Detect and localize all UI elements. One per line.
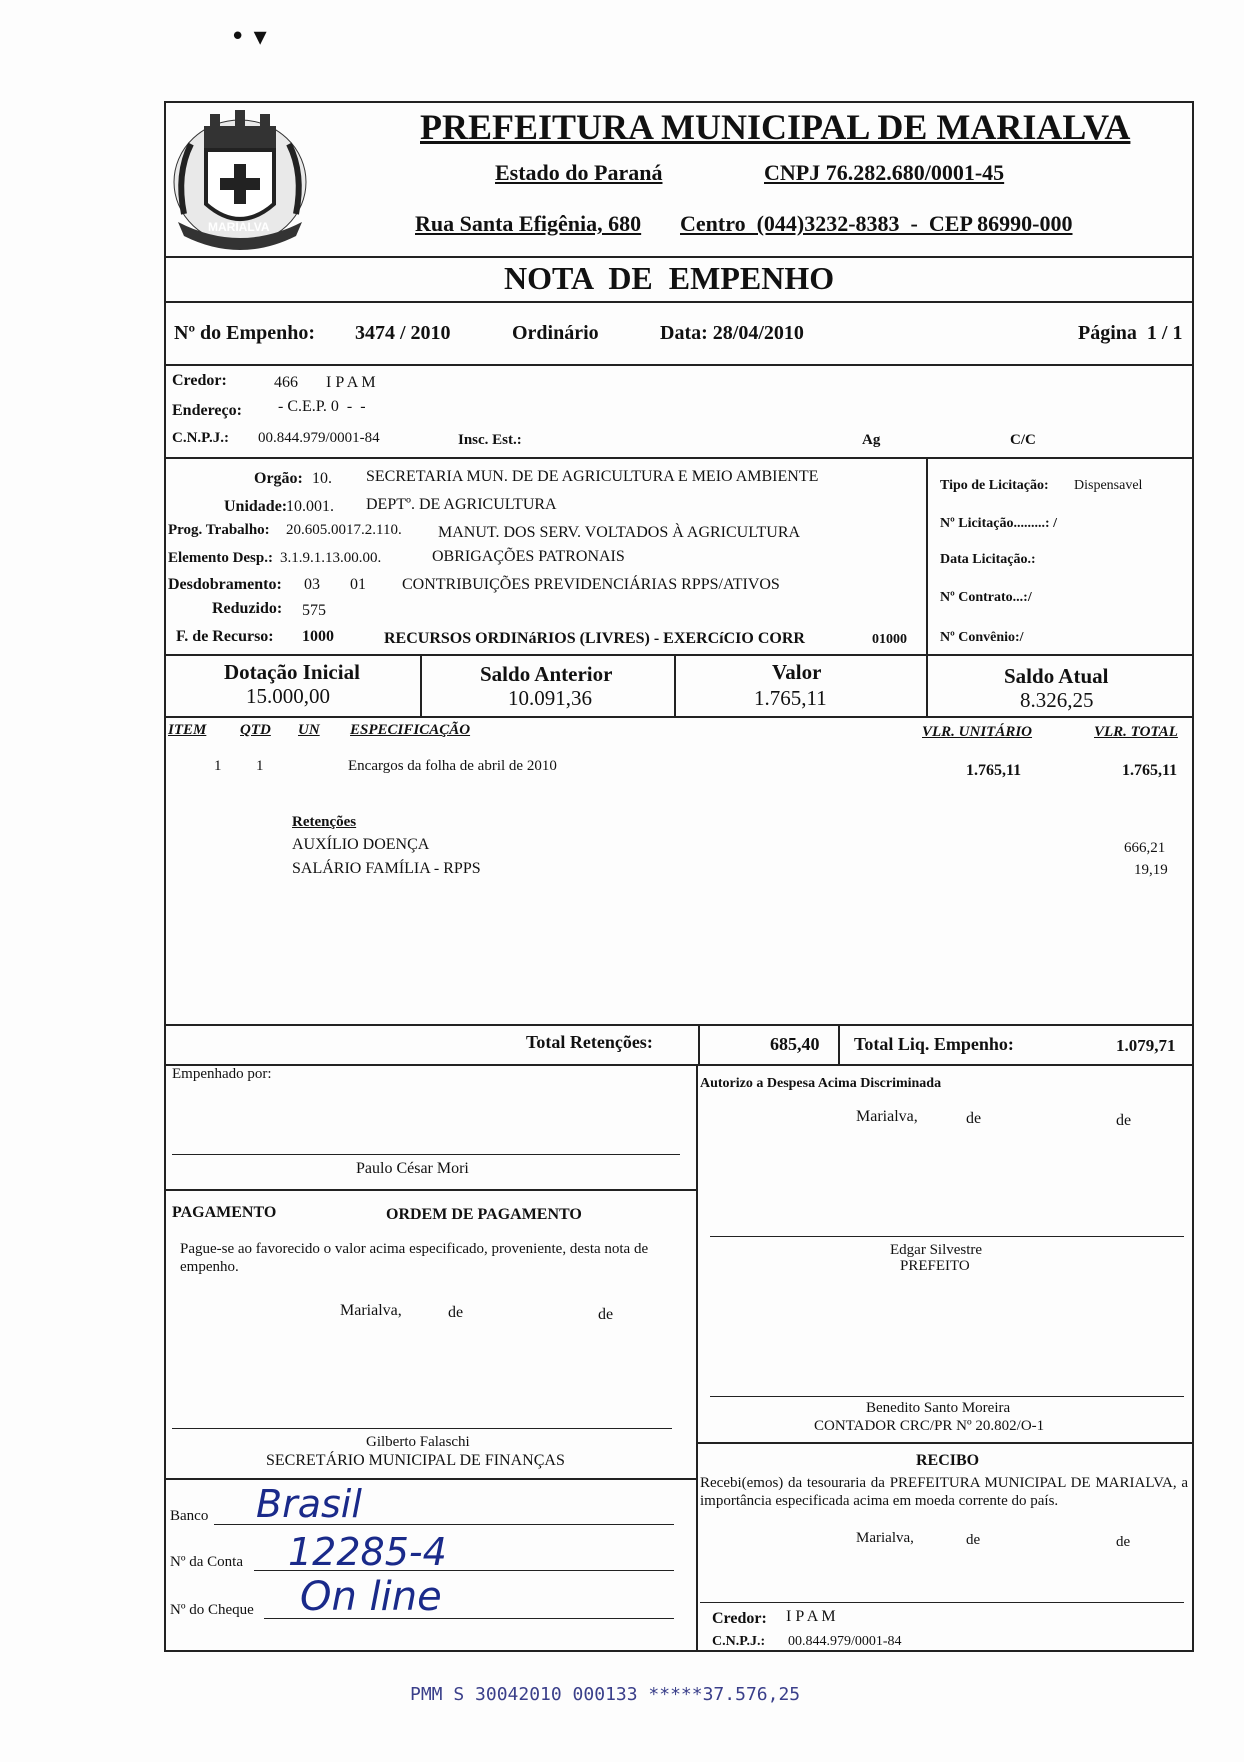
unidade-label: Unidade: <box>224 498 288 515</box>
recibo-cnpj-value: 00.844.979/0001-84 <box>788 1634 902 1649</box>
ordem-pagamento-label: ORDEM DE PAGAMENTO <box>386 1206 582 1223</box>
desdobramento-value: CONTRIBUIÇÕES PREVIDENCIÁRIAS RPPS/ATIVOS <box>402 576 780 593</box>
recibo-de: de <box>966 1532 981 1548</box>
dotacao-label: Dotação Inicial <box>224 660 360 684</box>
signature-line <box>700 1602 1184 1603</box>
divider <box>838 1024 840 1064</box>
divider <box>164 654 1194 656</box>
prefeito-name: Edgar Silvestre <box>890 1242 983 1258</box>
total-retencoes-label: Total Retenções: <box>526 1032 653 1052</box>
empenho-date: Data: 28/04/2010 <box>660 322 804 344</box>
item-especificacao: Encargos da folha de abril de 2010 <box>348 758 557 774</box>
licitacao-numero: Nº Licitação.........: / <box>940 516 1057 531</box>
item-qtd: 1 <box>256 758 264 774</box>
divider <box>164 1064 1194 1066</box>
header-contact: Centro (044)3232-8383 - CEP 86990-000 <box>680 211 1073 236</box>
licitacao-tipo-label: Tipo de Licitação: <box>940 478 1049 493</box>
recurso-value: RECURSOS ORDINáRIOS (LIVRES) - EXERCíCIO CORR <box>384 630 805 647</box>
desdobramento-label: Desdobramento: <box>168 576 282 593</box>
autorizo-place: Marialva, <box>856 1108 918 1125</box>
divider <box>674 654 676 716</box>
autorizo-de: de <box>1116 1112 1132 1129</box>
unidade-value: DEPTº. DE AGRICULTURA <box>366 496 557 513</box>
total-retencoes-value: 685,40 <box>770 1034 820 1054</box>
total-liq-value: 1.079,71 <box>1116 1036 1176 1055</box>
retencao-value: 666,21 <box>1124 840 1166 856</box>
pagamento-de: de <box>598 1306 614 1323</box>
header-street: Rua Santa Efigênia, 680 <box>415 211 642 236</box>
signature-line <box>172 1154 680 1155</box>
prog-code: 20.605.0017.2.110. <box>286 522 402 538</box>
insc-label: Insc. Est.: <box>458 432 522 448</box>
recibo-credor-value: I P A M <box>786 1608 836 1625</box>
item-vlr-total: 1.765,11 <box>1122 762 1178 779</box>
footer-stamp: PMM S 30042010 000133 *****37.576,25 <box>410 1684 801 1705</box>
licitacao-tipo-value: Dispensavel <box>1074 478 1143 493</box>
col-vlr-total: VLR. TOTAL <box>1094 724 1178 740</box>
divider <box>926 654 928 716</box>
credor-code: 466 <box>274 374 298 391</box>
desdobramento-a: 03 <box>304 576 320 593</box>
conta-label: Nº da Conta <box>170 1554 243 1570</box>
conta-handwritten: 12285-4 <box>288 1530 447 1574</box>
col-un: UN <box>298 722 320 738</box>
autorizo-label: Autorizo a Despesa Acima Discriminada <box>700 1076 942 1091</box>
convenio-number: Nº Convênio:/ <box>940 630 1024 645</box>
recurso-sub: 01000 <box>872 632 907 647</box>
recibo-cnpj-label: C.N.P.J.: <box>712 1634 766 1649</box>
valor-value: 1.765,11 <box>754 686 827 710</box>
retencoes-title: Retenções <box>292 814 357 830</box>
cc-label: C/C <box>1010 432 1036 448</box>
recurso-code: 1000 <box>302 628 334 645</box>
divider <box>698 1024 700 1064</box>
divider <box>164 716 1194 718</box>
empenho-number: 3474 / 2010 <box>355 322 451 344</box>
saldo-atual-value: 8.326,25 <box>1020 688 1094 712</box>
signature-line <box>710 1396 1184 1397</box>
empenho-type: Ordinário <box>512 322 599 344</box>
autorizo-de: de <box>966 1110 982 1127</box>
desdobramento-b: 01 <box>350 576 366 593</box>
elemento-code: 3.1.9.1.13.00.00. <box>280 550 382 566</box>
divider <box>164 364 1194 366</box>
col-item: ITEM <box>168 722 207 738</box>
saldo-atual-label: Saldo Atual <box>1004 664 1109 688</box>
recibo-de: de <box>1116 1534 1131 1550</box>
ag-label: Ag <box>862 432 881 448</box>
endereco-label: Endereço: <box>172 402 242 419</box>
elemento-label: Elemento Desp.: <box>168 550 273 566</box>
cnpj-value: 00.844.979/0001-84 <box>258 430 380 446</box>
divider <box>164 1478 696 1480</box>
empenhado-name: Paulo César Mori <box>356 1160 469 1177</box>
credor-name: I P A M <box>326 374 376 391</box>
saldo-anterior-value: 10.091,36 <box>508 686 592 710</box>
credor-label: Credor: <box>172 372 227 389</box>
unidade-code: 10.001. <box>286 498 334 515</box>
page-number: Página 1 / 1 <box>1078 322 1183 344</box>
divider <box>164 1024 1194 1026</box>
divider <box>696 1442 1194 1444</box>
recurso-label: F. de Recurso: <box>176 628 274 645</box>
pagamento-place: Marialva, <box>340 1302 402 1319</box>
divider <box>926 457 928 654</box>
signature-line <box>710 1236 1184 1237</box>
divider <box>164 256 1194 258</box>
retencao-value: 19,19 <box>1134 862 1168 878</box>
item-number: 1 <box>214 758 222 774</box>
banco-label: Banco <box>170 1508 209 1524</box>
header-cnpj: CNPJ 76.282.680/0001-45 <box>764 160 1005 185</box>
top-mark: • ▾ <box>230 22 267 52</box>
recibo-text: Recebi(emos) da tesouraria da PREFEITURA MUNICIPAL DE MARIALVA, a importância especificada acima em moeda corrente do país. <box>700 1475 1188 1509</box>
seal-text: MARIALVA <box>208 220 270 234</box>
item-vlr-unitario: 1.765,11 <box>966 762 1022 779</box>
header-state: Estado do Paraná <box>495 160 663 185</box>
secretario-role: SECRETÁRIO MUNICIPAL DE FINANÇAS <box>266 1452 565 1469</box>
col-especificacao: ESPECIFICAÇÃO <box>350 722 471 738</box>
recibo-place: Marialva, <box>856 1530 914 1546</box>
contrato-number: Nº Contrato...:/ <box>940 590 1032 605</box>
divider <box>420 654 422 716</box>
dotacao-value: 15.000,00 <box>246 684 330 708</box>
valor-label: Valor <box>772 660 822 684</box>
retencao-name: SALÁRIO FAMÍLIA - RPPS <box>292 860 481 877</box>
contador-name: Benedito Santo Moreira <box>866 1400 1011 1416</box>
orgao-value: SECRETARIA MUN. DE DE AGRICULTURA E MEIO AMBIENTE <box>366 468 819 485</box>
pagamento-de: de <box>448 1304 464 1321</box>
empenhado-label: Empenhado por: <box>172 1066 272 1082</box>
prog-value: MANUT. DOS SERV. VOLTADOS À AGRICULTURA <box>438 524 801 541</box>
cnpj-label: C.N.P.J.: <box>172 430 229 446</box>
empenho-label: Nº do Empenho: <box>174 322 316 344</box>
contador-role: CONTADOR CRC/PR Nº 20.802/O-1 <box>814 1418 1045 1434</box>
col-qtd: QTD <box>240 722 271 738</box>
saldo-anterior-label: Saldo Anterior <box>480 662 613 686</box>
orgao-code: 10. <box>312 470 332 487</box>
divider <box>696 1064 698 1652</box>
reduzido-label: Reduzido: <box>212 600 283 617</box>
cheque-label: Nº do Cheque <box>170 1602 254 1618</box>
elemento-value: OBRIGAÇÕES PATRONAIS <box>432 548 625 565</box>
total-liq-label: Total Liq. Empenho: <box>854 1034 1014 1054</box>
retencao-name: AUXÍLIO DOENÇA <box>292 836 430 853</box>
recibo-credor-label: Credor: <box>712 1610 767 1627</box>
pagamento-label: PAGAMENTO <box>172 1204 277 1221</box>
divider <box>164 1189 696 1191</box>
secretario-name: Gilberto Falaschi <box>366 1434 470 1450</box>
divider <box>164 457 1194 459</box>
recibo-title: RECIBO <box>916 1452 980 1469</box>
banco-handwritten: Brasil <box>256 1482 362 1526</box>
licitacao-data: Data Licitação.: <box>940 552 1036 567</box>
reduzido-value: 575 <box>302 602 326 619</box>
page-title: PREFEITURA MUNICIPAL DE MARIALVA <box>420 107 1131 147</box>
pagamento-text: Pague-se ao favorecido o valor acima especificado, proveniente, desta nota de empenho. <box>180 1241 649 1275</box>
cheque-handwritten: On line <box>300 1574 442 1620</box>
orgao-label: Orgão: <box>254 470 303 487</box>
prog-label: Prog. Trabalho: <box>168 522 270 538</box>
endereco-value: - C.E.P. 0 - - <box>278 398 366 415</box>
divider <box>164 301 1194 303</box>
signature-line <box>172 1428 672 1429</box>
doc-title: NOTA DE EMPENHO <box>504 260 835 296</box>
col-vlr-unitario: VLR. UNITÁRIO <box>922 724 1033 740</box>
prefeito-role: PREFEITO <box>900 1258 970 1274</box>
